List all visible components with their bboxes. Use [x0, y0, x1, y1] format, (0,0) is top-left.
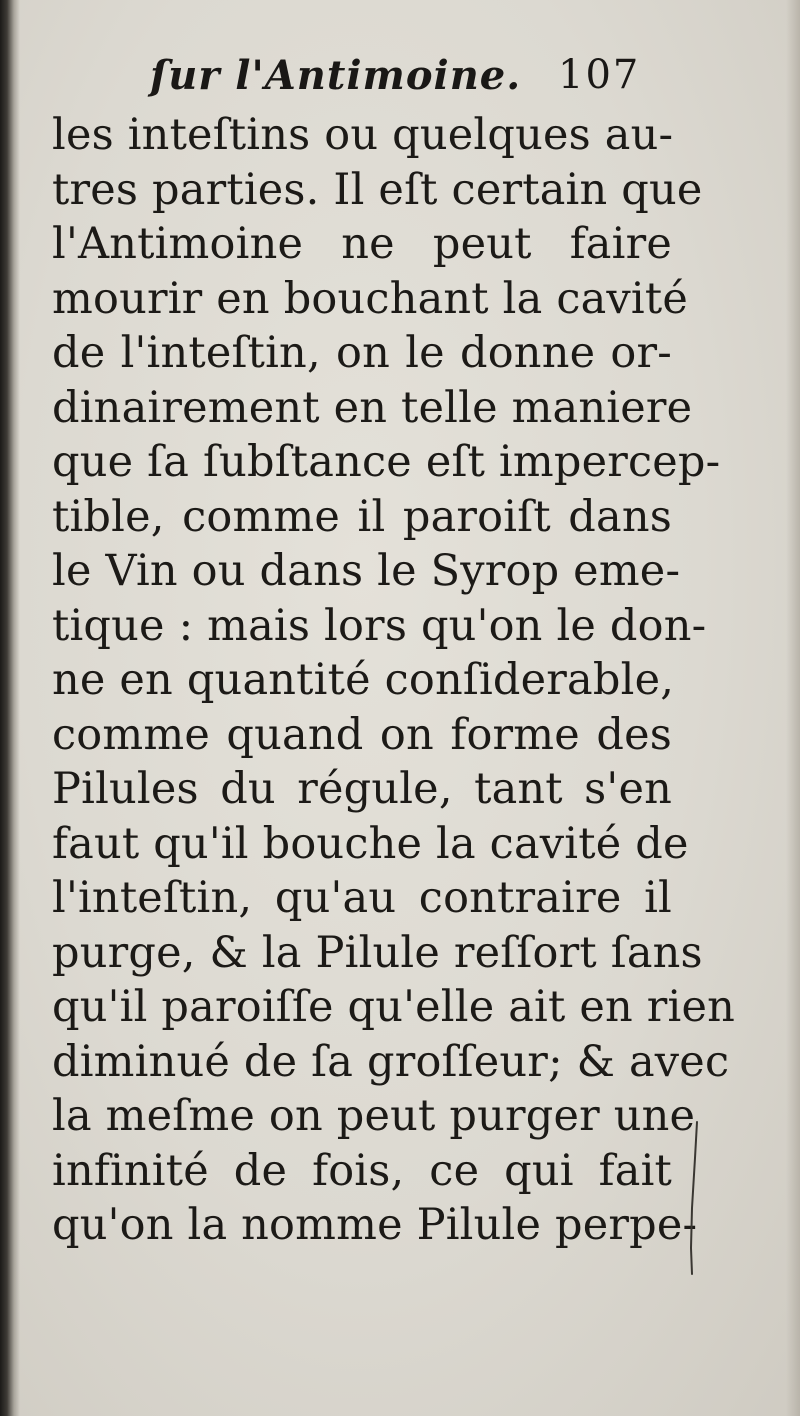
text-line: diminué de ſa groſſeur; & avec [52, 1036, 730, 1087]
text-line: tible, comme il paroiſt dans [52, 491, 672, 542]
text-line: le Vin ou dans le Syrop eme- [52, 546, 681, 596]
text-line: mourir en bouchant la cavité [52, 273, 689, 324]
page-number: 107 [558, 52, 641, 98]
text-line: de l'inteſtin, on le donne or- [52, 328, 672, 378]
text-line: que ſa ſubſtance eſt impercep- [52, 437, 721, 487]
text-line: dinairement en telle maniere [52, 382, 693, 433]
text-line: l'Antimoine ne peut faire [52, 219, 672, 269]
text-line: infinité de fois, ce qui fait [52, 1145, 672, 1196]
text-line: les inteſtins ou quelques au- [52, 110, 674, 160]
text-line: la meſme on peut purger une [52, 1091, 696, 1141]
text-line: l'inteſtin, qu'au contraire il [52, 873, 672, 923]
body-text [52, 108, 736, 1253]
text-line: comme quand on forme des [52, 709, 672, 760]
margin-ink-mark [683, 1118, 703, 1278]
text-line: purge, & la Pilule reſſort ſans [52, 927, 703, 978]
text-line: qu'il paroiſſe qu'elle ait en rien [52, 982, 736, 1032]
text-line: tres parties. Il eſt certain que [52, 164, 703, 215]
running-head-title: ſur l'Antimoine. [150, 52, 522, 99]
running-head [150, 52, 670, 112]
text-line: qu'on la nomme Pilule perpe- [52, 1200, 698, 1250]
text-line: faut qu'il bouche la cavité de [52, 818, 689, 869]
text-line: ne en quantité conſiderable, [52, 655, 675, 705]
text-line: tique : mais lors qu'on le don- [52, 600, 707, 651]
page-edge-shadow [786, 0, 800, 1416]
text-line: Pilules du régule, tant s'en [52, 764, 672, 814]
binding-gutter [0, 0, 20, 1416]
